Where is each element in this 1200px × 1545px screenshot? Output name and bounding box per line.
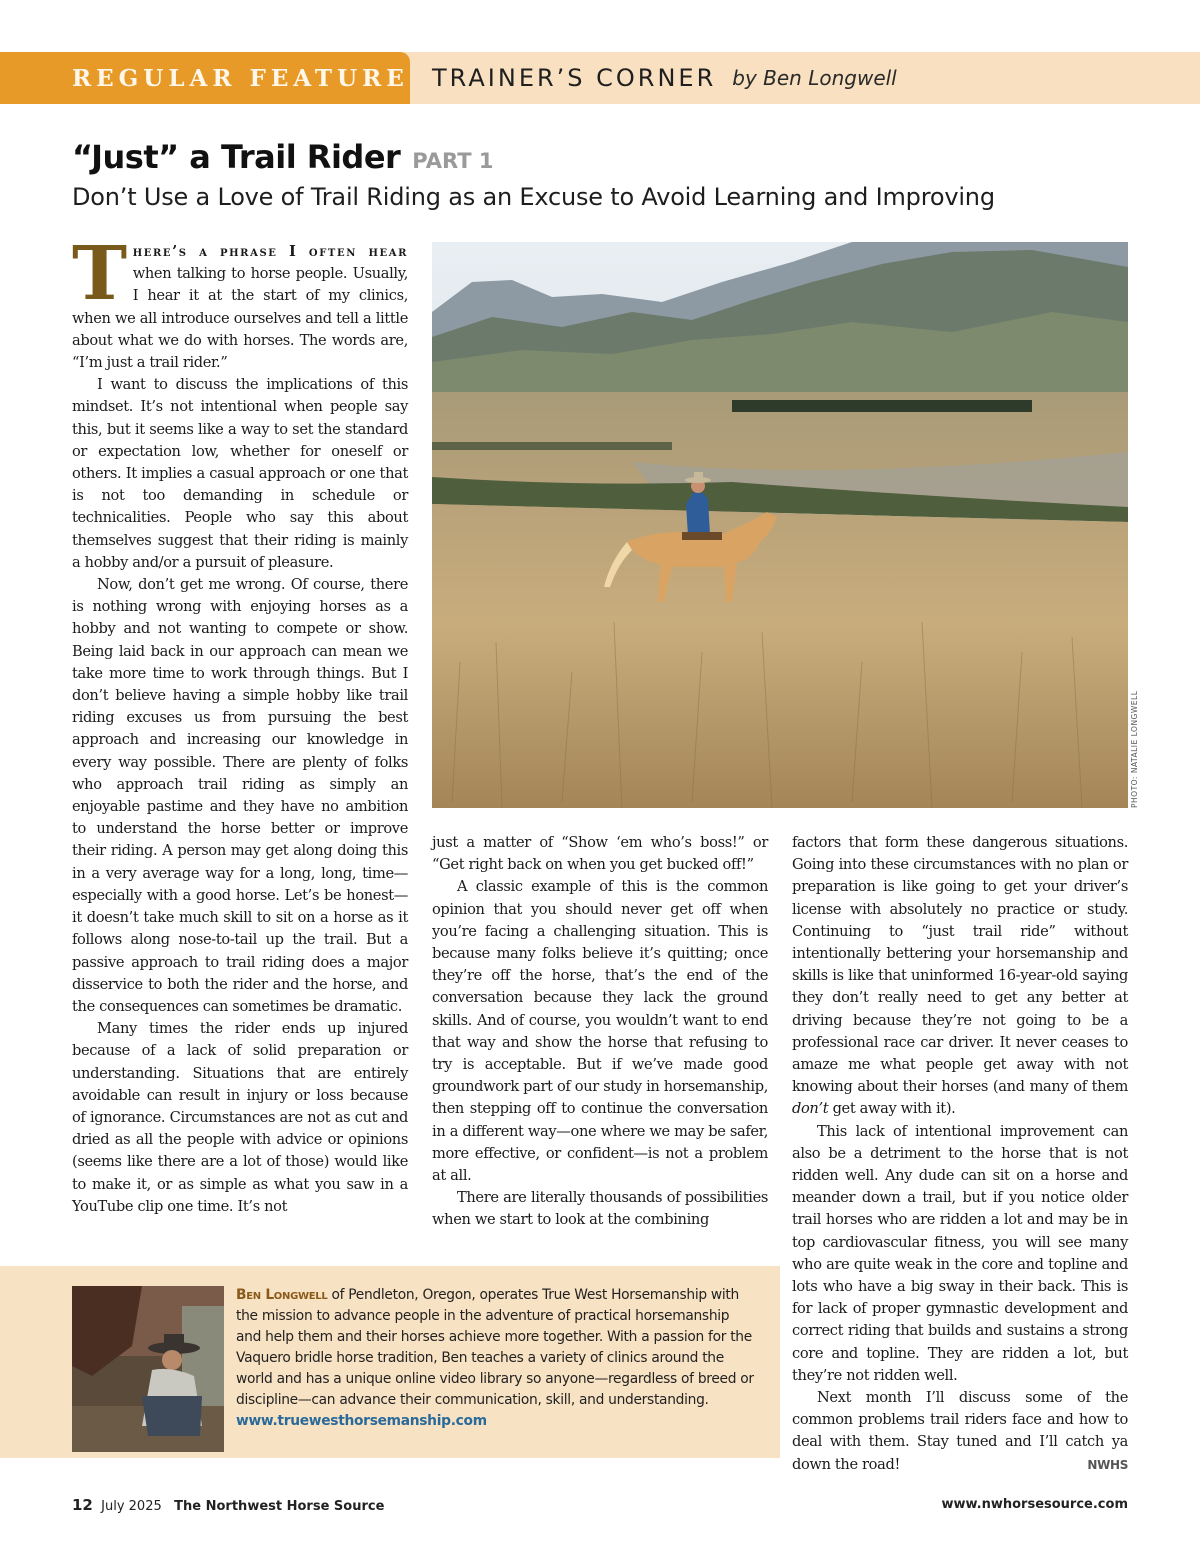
photo-credit: PHOTO: NATALIE LONGWELL: [1130, 690, 1139, 808]
paragraph: Many times the rider ends up injured because of a lack of solid preparation or understanding. Situations that are entirely avoidable can result in injury or loss because of ignorance. Circumstances are not as cut and dried as all the people with advice or opinions (seems like there are a lot of those) would like to make it, or as simple as what you saw in a YouTube clip one time. It’s not: [72, 1020, 408, 1215]
paragraph: There’s a phrase I often hear when talking to horse people. Usually, I hear it at the start of my clinics, when we all introduce ourselves and tell a little about what we do with horses. The words are, “I’m just a trail rider.”: [72, 231, 408, 372]
paragraph: This lack of intentional improvement can also be a detriment to the horse that is not ridden well. Any dude can sit on a horse and meander down a trail, but if you notice older trail horses who are ridden a lot and may be in top cardiovascular fitness, you will see many who are quite weak in the core and topline and lots who have a big sway in their back. This is for lack of proper gymnastic development and correct riding that builds and sustains a strong core and topline. They are ridden a lot, but they’re not ridden well.: [792, 1122, 1128, 1384]
magazine-name: The Northwest Horse Source: [174, 1499, 385, 1514]
issue-date: July 2025: [101, 1499, 162, 1514]
author-website-link[interactable]: www.truewesthorsemanship.com: [236, 1413, 487, 1429]
end-mark: NWHS: [1087, 1457, 1128, 1472]
drop-cap: T: [72, 231, 127, 317]
paragraph: just a matter of “Show ‘em who’s boss!” or “Get right back on when you get bucked off!”: [432, 834, 768, 874]
paragraph: Next month I’ll discuss some of the common problems trail riders face and how to deal with them. Stay tuned and I’ll catch ya down the road! NWHS: [792, 1387, 1128, 1476]
byline: by Ben Longwell: [732, 66, 897, 90]
magazine-website[interactable]: www.nwhorsesource.com: [941, 1497, 1128, 1512]
article-column-3: [792, 832, 1128, 1476]
feature-tab: [0, 52, 410, 104]
article-title: “Just” a Trail Rider: [72, 138, 401, 176]
lead-in: here’s a phrase I often hear: [132, 243, 408, 260]
paragraph: factors that form these dangerous situations. Going into these circumstances with no plan or preparation is like going to get your driver’s license with absolutely no practice or study. Continuing to “just trail ride” without intentionally bettering your horsemanship and skills is like that uninformed 16-year-old saying they don’t really need to get any better at driving because they’re not going to be a professional race car driver. It never ceases to amaze me what people get away with not knowing about their horses (and many of them don’t get away with it).: [792, 834, 1128, 1118]
article-headline: [72, 138, 494, 176]
author-name: Ben Longwell: [236, 1287, 328, 1303]
author-bio: Ben Longwell of Pendleton, Oregon, operates True West Horsemanship with the mission to advance people in the adventure of practical horsemanship and help them and their horses achieve more together. With a passion for the Vaquero bridle horse tradition, Ben teaches a variety of clinics around the world and has a unique online video library so anyone—regardless of breed or discipline—can advance their communication, skill, and understanding. www.truewesthorsemanship.com: [236, 1287, 754, 1429]
page-number: 12: [72, 1496, 93, 1514]
section-title: TRAINER’S CORNER: [432, 64, 717, 92]
paragraph: Now, don’t get me wrong. Of course, there is nothing wrong with enjoying horses as a hobby and not wanting to compete or show. Being laid back in our approach can mean we take more time to work through things. But I don’t believe having a simple hobby like trail riding excuses us from pursuing the best approach and increasing our knowledge in every way possible. There are plenty of folks who approach trail riding as simply an enjoyable pastime and they have no ambition to understand the horse better or improve their riding. A person may get along doing this in a very average way for a long, long, time—especially with a good horse. Let’s be honest—it doesn’t take much skill to sit on a horse as it follows along nose-to-tail up the trail. But a passive approach to trail riding does a major disservice to both the rider and the horse, and the consequences can sometimes be dramatic.: [72, 576, 408, 1015]
author-photo: [72, 1286, 224, 1452]
paragraph: There are literally thousands of possibilities when we start to look at the combining: [432, 1189, 768, 1229]
section-header: [432, 52, 897, 104]
article-column-1: [72, 231, 408, 1218]
article-subtitle: Don’t Use a Love of Trail Riding as an Excuse to Avoid Learning and Improving: [72, 183, 995, 211]
article-column-2: [432, 832, 768, 1232]
paragraph: I want to discuss the implications of this mindset. It’s not intentional when people say this, but it seems like a way to set the standard or expectation low, whether for oneself or others. It implies a casual approach or one that is not too demanding in schedule or technicalities. People who say this about themselves suggest that their riding is mainly a hobby and/or a pursuit of pleasure.: [72, 376, 408, 571]
page-footer: [72, 1496, 384, 1514]
article-part: PART 1: [412, 149, 494, 173]
paragraph: A classic example of this is the common opinion that you should never get off when you’re facing a challenging situation. This is because many folks believe it’s quitting; once they’re off the horse, that’s the end of the conversation because they lack the ground skills. And of course, you wouldn’t want to end that way and show the horse that refusing to try is acceptable. But if we’ve made good groundwork part of our study in horsemanship, then stepping off to continue the conversation in a different way—one where we may be safer, more effective, or confident—is not a problem at all.: [432, 878, 768, 1185]
feature-tab-label: REGULAR FEATURE: [72, 64, 409, 92]
trail-ride-photo: [432, 242, 1128, 808]
